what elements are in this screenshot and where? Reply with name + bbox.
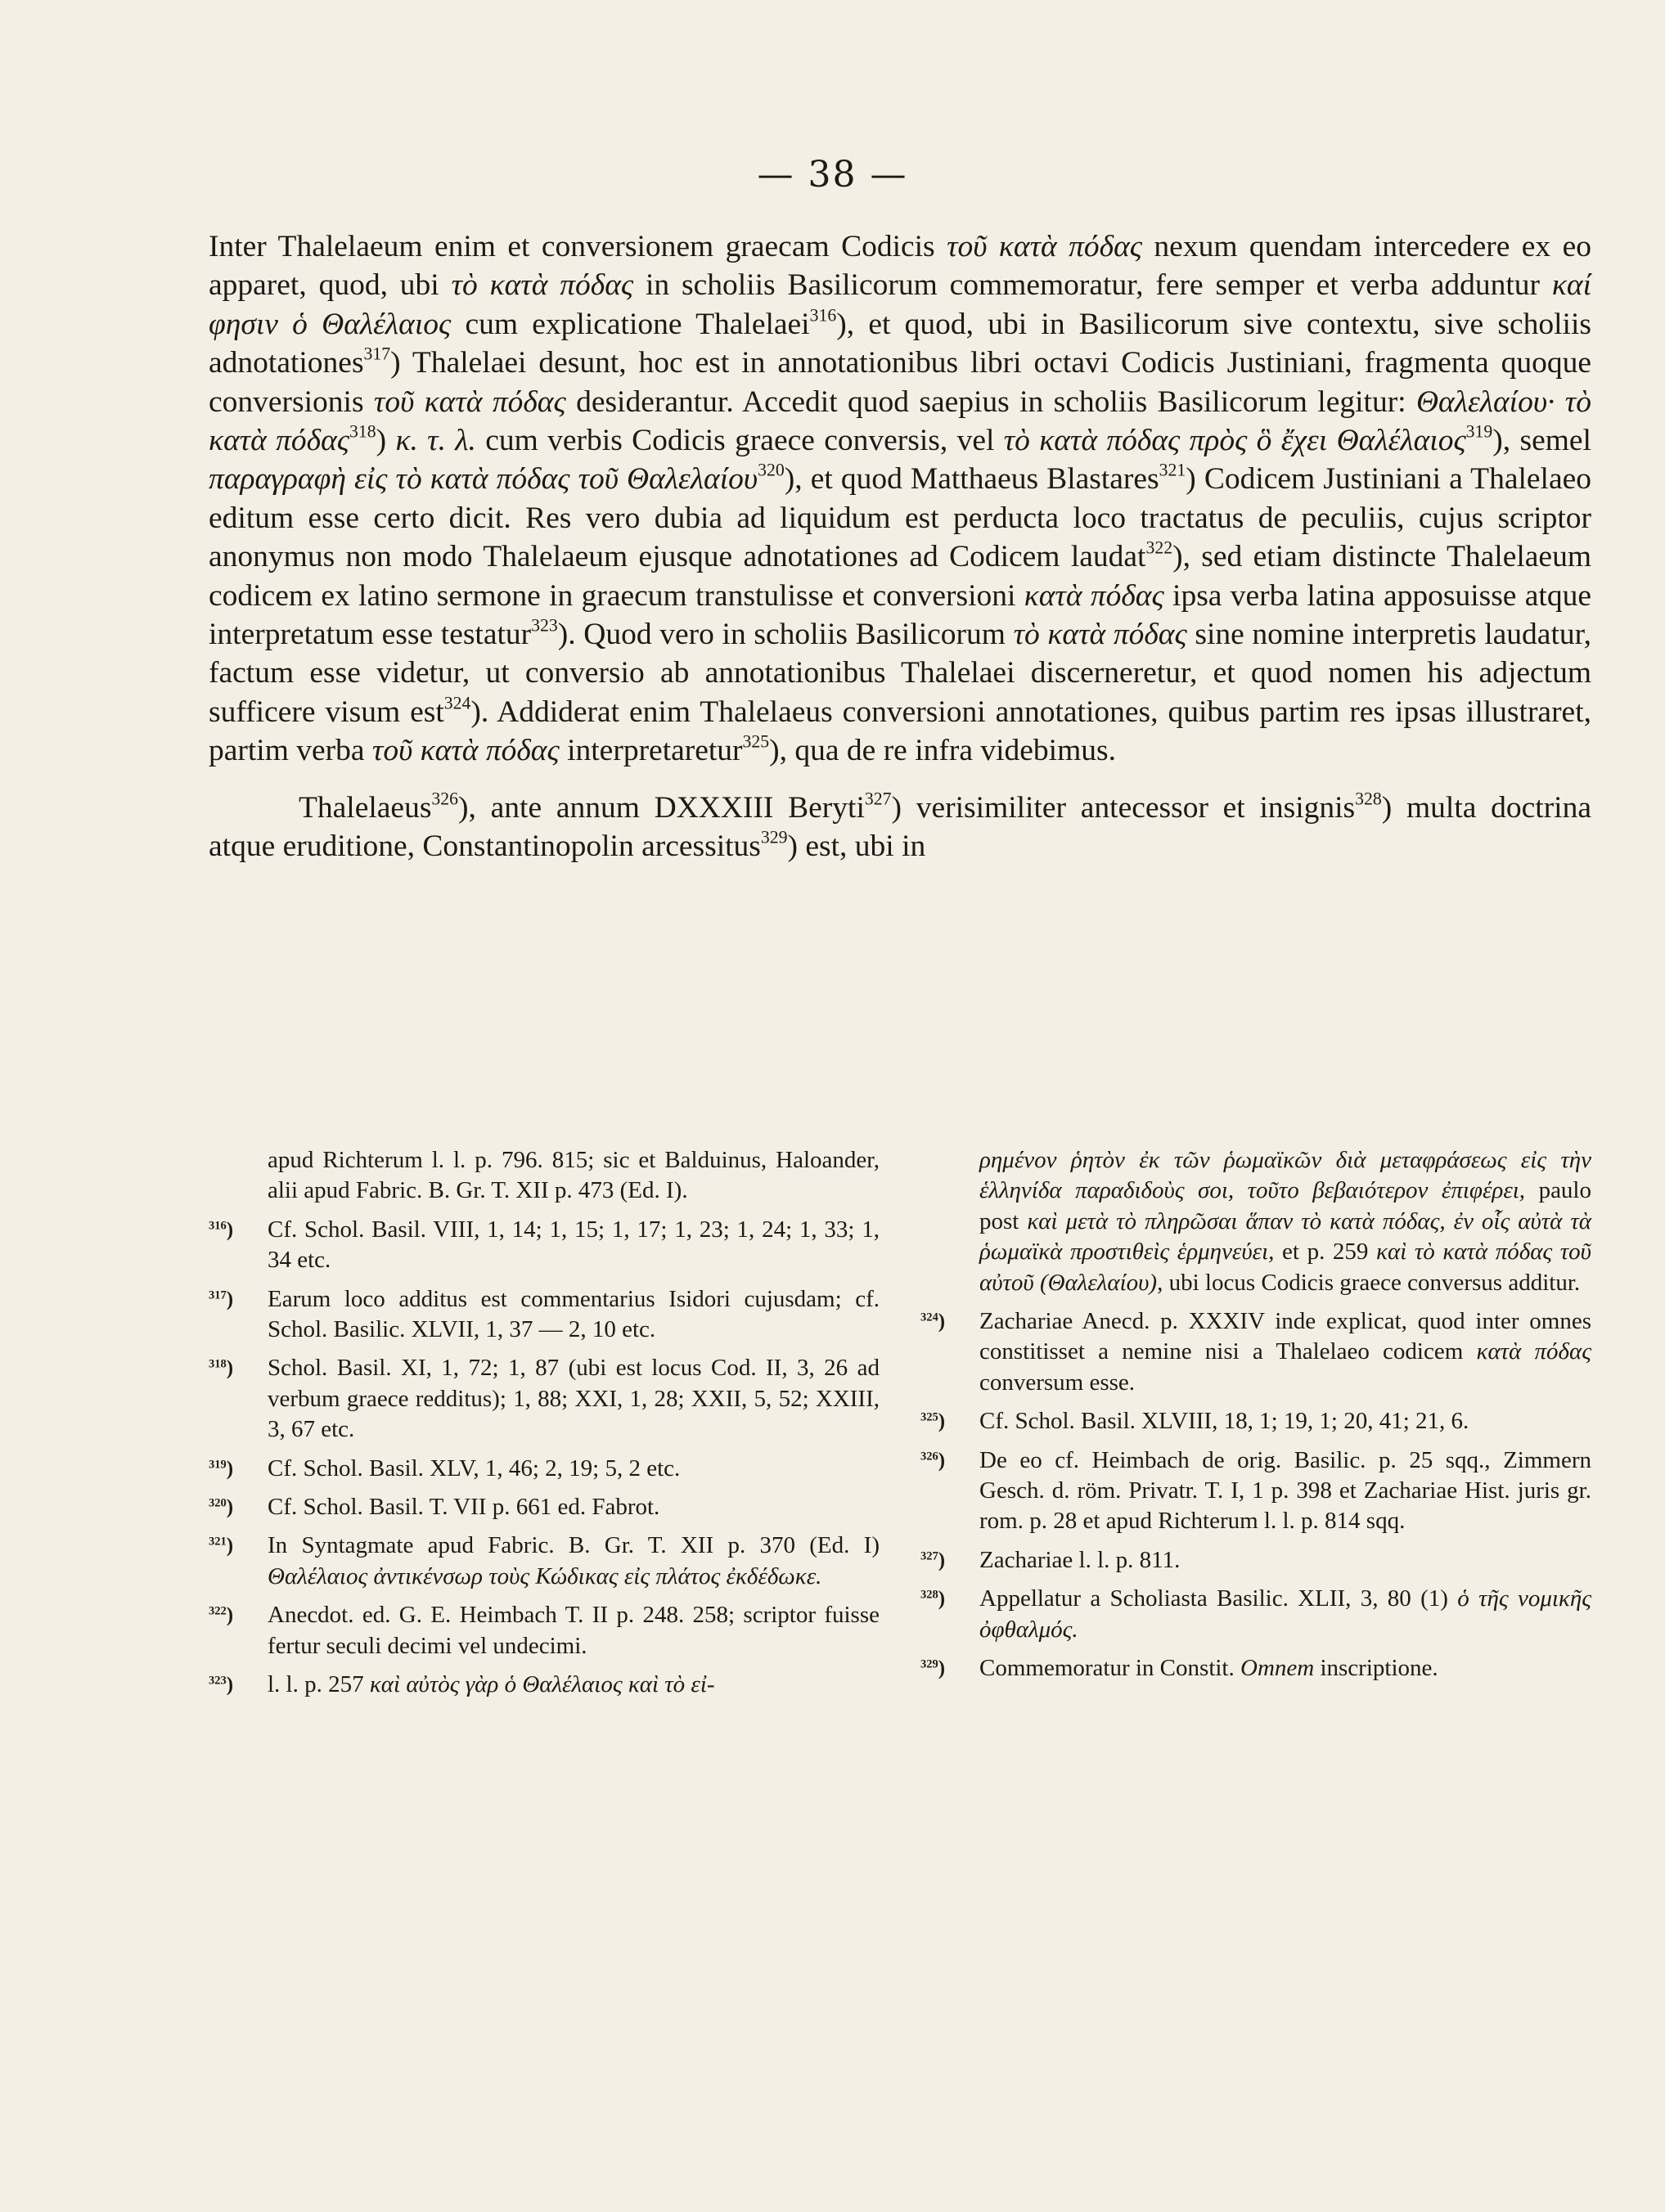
footnote-ref-328: 328 [1355, 789, 1382, 809]
footnotes-left-column [209, 1145, 880, 1709]
footnote-329: $^{329}$) Commemoratur in Constit. Omnem inscriptione. [920, 1655, 1438, 1682]
footnote-323: $^{323}$) l. l. p. 257 καὶ αὐτὸς γὰρ ὁ Θαλέλαιος καὶ τὸ εἰ- [209, 1671, 715, 1698]
footnote-327: $^{327}$) Zachariae l. l. p. 811. [920, 1546, 1181, 1573]
footnote-ref-323: 323 [531, 615, 558, 636]
footnote-319: $^{319}$) Cf. Schol. Basil. XLV, 1, 46; 2, 19; 5, 2 etc. [209, 1454, 681, 1481]
footnote-320: $^{320}$) Cf. Schol. Basil. T. VII p. 661 ed. Fabrot. [209, 1494, 660, 1521]
footnote-318: $^{318}$) Schol. Basil. XI, 1, 72; 1, 87 (ubi est locus Cod. II, 3, 26 ad verbum graece redditus); 1, 88; XXI, 1, 28; XXII, 5, 52; XXIII, 3, 67 etc. [209, 1355, 880, 1443]
footnote-ref-327: 327 [864, 789, 892, 809]
footnotes-right-column [920, 1145, 1591, 1693]
footnote-325: $^{325}$) Cf. Schol. Basil. XLVIII, 18, 1; 19, 1; 20, 41; 21, 6. [920, 1408, 1469, 1435]
footnote-ref-325: 325 [742, 731, 770, 752]
footnote-322: $^{322}$) Anecdot. ed. G. E. Heimbach T. II p. 248. 258; scriptor fuisse fertur seculi decimi vel undecimi. [209, 1602, 880, 1659]
footnote-324: $^{324}$) Zachariae Anecd. p. XXXIV inde explicat, quod inter omnes constitisset a nemine nisi a Thalelaeo codicem κατὰ πόδας conversum esse. [920, 1308, 1592, 1396]
footnote-ref-317: 317 [363, 344, 391, 364]
footnote-ref-324: 324 [443, 693, 471, 713]
footnote-ref-326: 326 [431, 789, 459, 809]
footnote-ref-321: 321 [1159, 460, 1186, 480]
main-text [209, 227, 1591, 866]
footnote-316: $^{316}$) Cf. Schol. Basil. VIII, 1, 14; 1, 15; 1, 17; 1, 23; 1, 24; 1, 33; 1, 34 etc. [209, 1216, 880, 1274]
footnote-317: $^{317}$) Earum loco additus est commentarius Isidori cujusdam; cf. Schol. Basilic. XLVII, 1, 37 — 2, 10 etc. [209, 1285, 880, 1343]
page-number: — 38 — [757, 154, 908, 196]
footnote-ref-329: 329 [760, 827, 788, 847]
paragraph-2: Thalelaeus$^{326}$), ante annum DXXXIII Beryti$^{327}$) verisimiliter antecessor et insignis$^{328}$) multa doctrina atque eruditione, Constantinopolin arcessitus$^{329}$) est, ubi in [209, 789, 1591, 864]
footnote-continued: apud Richterum l. l. p. 796. 815; sic et Balduinus, Haloander, alii apud Fabric. B. Gr. T. XII p. 473 (Ed. I). [268, 1147, 880, 1204]
footnote-328: $^{328}$) Appellatur a Scholiasta Basilic. XLII, 3, 80 (1) ὁ τῆς νομικῆς ὀφθαλμός. [920, 1585, 1592, 1643]
footnote-ref-320: 320 [758, 460, 785, 480]
footnote-ref-319: 319 [1465, 421, 1493, 442]
footnote-ref-318: 318 [349, 421, 376, 442]
footnote-326: $^{326}$) De eo cf. Heimbach de orig. Basilic. p. 25 sqq., Zimmern Gesch. d. röm. Privatr. T. I, 1 p. 398 et Zachariae Hist. juris gr. rom. p. 28 et apud Richterum l. l. p. 814 sqq. [920, 1446, 1591, 1535]
footnote-ref-316: 316 [809, 305, 837, 326]
footnote-ref-322: 322 [1145, 537, 1173, 558]
paragraph-1: Inter Thalelaeum enim et conversionem graecam Codicis τοῦ κατὰ πόδας nexum quendam intercedere ex eo apparet, quod, ubi τὸ κατὰ πόδας in scholiis Basilicorum commemoratur, fere semper et verba adduntur καί φησιν ὁ Θαλέλαιος cum explicatione Thalelaei$^{316}$), et quod, ubi in Basilicorum sive contextu, sive scholiis adnotationes$^{317}$) Thalelaei desunt, hoc est in annotationibus libri octavi Codicis Justiniani, fragmenta quoque conversionis τοῦ κατὰ πόδας desiderantur. Accedit quod saepius in scholiis Basilicorum legitur: Θαλελαίου· τὸ κατὰ πόδας$^{318}$) κ. τ. λ. cum verbis Codicis graece conversis, vel τὸ κατὰ πόδας πρὸς ὃ ἔχει Θαλέλαιος$^{319}$), semel παραγραφὴ εἰς τὸ κατὰ πόδας τοῦ Θαλελαίου$^{320}$), et quod Matthaeus Blastares$^{321}$) Codicem Justiniani a Thalelaeo editum esse certo dicit. Res vero dubia ad liquidum est perducta loco tractatus de peculiis, cujus scriptor anonymus non modo Thalelaeum ejusque adnotationes ad Codicem laudat$^{322}$), sed etiam distincte Thalelaeum codicem ex latino sermone in graecum transtulisse et conversioni κατὰ πόδας ipsa verba latina apposuisse atque interpretatum esse testatur$^{323}$). Quod vero in scholiis Basilicorum τὸ κατὰ πόδας sine nomine interpretis laudatur, factum esse videtur, ut conversio ab annotationibus Thalelaei discerneretur, et quod nomen his adjectum sufficere visum est$^{324}$). Addiderat enim Thalelaeus conversioni annotationes, quibus partim res ipsas illustraret, partim verba τοῦ κατὰ πόδας interpretaretur$^{325}$), qua de re infra videbimus. [209, 230, 1591, 768]
footnote-321: $^{321}$) In Syntagmate apud Fabric. B. Gr. T. XII p. 370 (Ed. I) Θαλέλαιος ἀντικένσωρ τοὺς Κώδικας εἰς πλάτος ἐκδέδωκε. [209, 1532, 880, 1589]
footnote-323-continued: ρημένον ῥητὸν ἐκ τῶν ῥωμαϊκῶν διὰ μεταφράσεως εἰς τὴν ἑλληνίδα παραδιδοὺς σοι, τοῦτο βεβαιότερον ἐπιφέρει, paulo post καὶ μετὰ τὸ πληρῶσαι ἅπαν τὸ κατὰ πόδας, ἐν οἷς αὐτὰ τὰ ῥωμαϊκὰ προστιθεὶς ἑρμηνεύει, et p. 259 καὶ τὸ κατὰ πόδας τοῦ αὐτοῦ (Θαλελαίου), ubi locus Codicis graece conversus additur. [979, 1147, 1591, 1296]
